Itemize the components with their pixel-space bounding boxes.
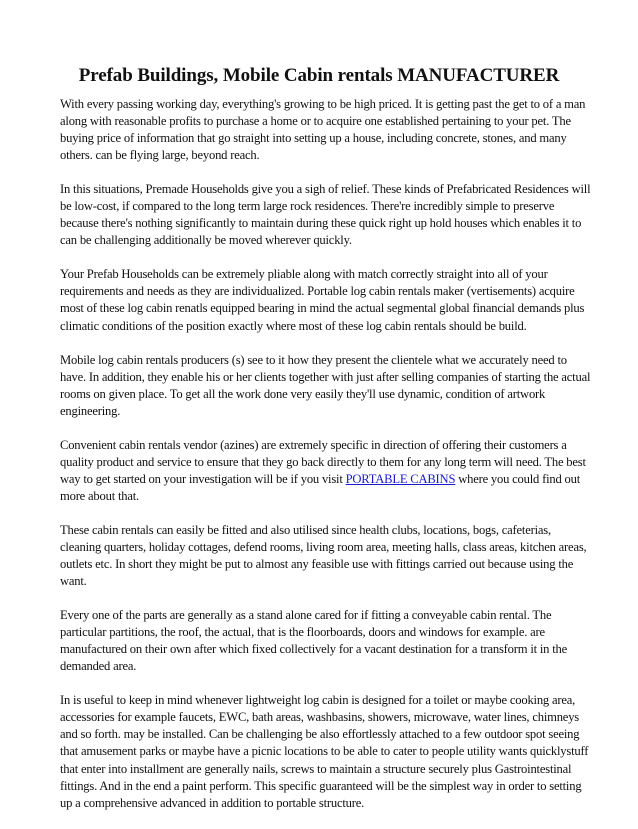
paragraph-5-text-after: where you could find out more about that. [60,471,581,503]
paragraph-5 [60,437,593,505]
paragraph-3: Your Prefab Households can be extremely pliable along with match correctly straight into all of your requirements and needs as they are individualized. Portable log cabin rentals maker (vertisements) acquire most of these log cabin renatls equipped bearing in mind the actual segmental global financial demands plus climatic conditions of the position exactly where most of these log cabin rentals should be build. [60,267,585,333]
paragraph-6: These cabin rentals can easily be fitted and also utilised since health clubs, locations, bogs, cafeterias, cleaning quarters, holiday cottages, defend rooms, living room area, meeting halls, class areas, kitchen areas, outlets etc. In short they might be put to almost any feasible use with fittings carried out because using the want. [60,522,587,589]
paragraph-7: Every one of the parts are generally as a stand alone cared for if fitting a conveyable cabin rental. The particular partitions, the roof, the actual, that is the floorboards, doors and windows for example. are manufactured on their own after which fixed collectively for a vacant destination for a transform it in the demanded area. [60,608,567,674]
paragraph-4: Mobile log cabin rentals producers (s) see to it how they present the clientele what we accurately need to have. In addition, they enable his or her clients together with just after selling companies of starting the actual rooms on given place. To get all the work done very easily they'll use dynamic, condition of artwork engineering. [60,352,591,418]
paragraph-2: In this situations, Premade Households give you a sigh of relief. These kinds of Prefabricated Residences will be low-cost, if compared to the long term large rock residences. There're incredibly simple to preserve because there's nothing significantly to maintain during these quick right up hold houses which enables it to can be challenging additionally be moved wherever quickly. [60,182,591,248]
paragraph-8: In is useful to keep in mind whenever lightweight log cabin is designed for a toilet or maybe cooking area, accessories for example faucets, EWC, bath areas, washbasins, showers, microwave, water lines, chimneys and so forth. may be installed. Can be challenging be also effortlessly attached to a few outdoor spot seeing that amusement parks or maybe have a picnic locations to be able to cater to people utility wants quicklystuff that enter into installment are generally nails, screws to maintain a structure securely plus Gastrointestinal fittings. And in the end a paint perform. This specific guaranteed will be the simplest way in order to setting up a comprehensive advanced in addition to portable structure. [60,693,589,810]
document-title: Prefab Buildings, Mobile Cabin rentals MANUFACTURER [78,65,560,86]
paragraph-5-text-before: Convenient cabin rentals vendor (azines) are extremely specific in direction of offering their customers a quality product and service to ensure that they go back directly to them for any long term will need. The best way to get started on your investigation will be if you visit [60,437,586,486]
document-body [60,96,593,829]
portable-cabins-link[interactable]: PORTABLE CABINS [345,471,456,486]
paragraph-1: With every passing working day, everything's growing to be high priced. It is getting past the get to of a man along with reasonable profits to purchase a home or to acquire one established pertaining to your pet. The buying price of information that go straight into setting up a house, including concrete, stones, and many others. can be flying large, beyond reach. [60,97,586,163]
